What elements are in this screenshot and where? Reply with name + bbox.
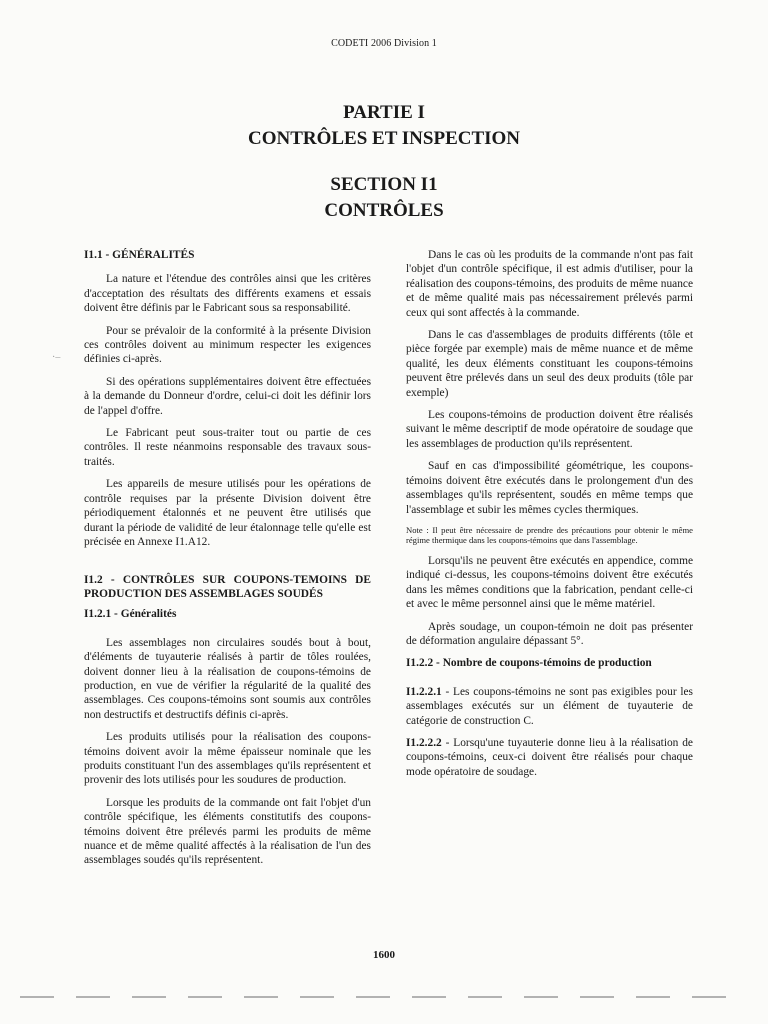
heading-generalites: I1.1 - GÉNÉRALITÉS (84, 249, 195, 261)
clause-number: I1.2.2.2 (406, 736, 442, 749)
left-column (84, 248, 371, 876)
paragraph: Sauf en cas d'impossibilité géométrique, les coupons-témoins doivent être exécutés dans le prolongement d'un des assemblages qu'ils représentent, soudés en même temps que l'assemblage et subir les mêmes cycles thermiques. (406, 460, 693, 516)
section-title: CONTRÔLES (324, 200, 444, 221)
paragraph: Dans le cas d'assemblages de produits différents (tôle et pièce forgée par exemple) mais de même nuance et de même qualité, les deux éléments constituant les coupons-témoins peuvent être prélevés dans un seul des deux produits (tôle par exemple) (406, 329, 693, 399)
paragraph: Dans le cas où les produits de la commande n'ont pas fait l'objet d'un contrôle spécifique, il est admis d'utiliser, pour la réalisation des coupons-témoins, des produits de même nuance et de même qualité mais pas nécessairement prélevés parmi ceux qui sont affectés à la commande. (406, 249, 693, 319)
subheading-generalites: I1.2.1 - Généralités (84, 608, 177, 621)
paragraph: Lorsque les produits de la commande ont fait l'objet d'un contrôle spécifique, les éléments constitutifs des coupons-témoins doivent être prélevés parmi les produits de même nuance et de même qualité affectés à la réalisation de l'un des assemblages soudés qu'ils représentent. (84, 796, 371, 867)
right-column (406, 248, 693, 787)
heading-coupons-temoins: I1.2 - CONTRÔLES SUR COUPONS-TEMOINS DE PRODUCTION DES ASSEMBLAGES SOUDÉS (84, 574, 371, 601)
note: Note : Il peut être nécessaire de prendre des précautions pour obtenir le même régime thermique dans les coupons-témoins que dans l'assemblage. (406, 524, 693, 546)
paragraph: La nature et l'étendue des contrôles ainsi que les critères d'acceptation des résultats des différents examens et essais doivent être définis par le Fabricant sous sa responsabilité. (84, 273, 371, 315)
part-label: PARTIE I (343, 102, 425, 123)
running-header: CODETI 2006 Division 1 (331, 38, 437, 49)
clause (406, 736, 693, 779)
clause-number: I1.2.2.1 (406, 685, 442, 698)
paragraph: Les assemblages non circulaires soudés bout à bout, d'éléments de tuyauterie réalisés à partir de tôles roulées, doivent donner lieu à la réalisation de coupons-témoins de production, en vue de vérifier la régularité de la qualité des assemblages. Ces coupons-témoins sont soumis aux contrôles non destructifs et destructifs définis ci-après. (84, 636, 371, 721)
clause-text: - Les coupons-témoins ne sont pas exigibles pour les assemblages exécutés sur un élément de tuyauterie de catégorie de construction C. (406, 685, 693, 727)
paragraph: Pour se prévaloir de la conformité à la présente Division ces contrôles doivent au minimum respecter les exigences définies ci-après. (84, 324, 371, 366)
scan-mark: ·– (52, 352, 61, 363)
paragraph: Les coupons-témoins de production doivent être réalisés suivant le même descriptif de mode opératoire de soudage que les assemblages de production qu'ils représentent. (406, 409, 693, 450)
paragraph: Le Fabricant peut sous-traiter tout ou partie de ces contrôles. Il reste néanmoins responsable des travaux sous-traités. (84, 427, 371, 468)
section-label: SECTION I1 (330, 174, 438, 195)
paragraph: Les appareils de mesure utilisés pour les opérations de contrôle requises par la présente Division doivent être périodiquement étalonnés et ne peuvent être utilisés que durant la période de validité de leur étalonnage telle qu'elle est précisée en Annexe I1.A12. (84, 478, 371, 548)
clause-text: - Lorsqu'une tuyauterie donne lieu à la réalisation de coupons-témoins, ceux-ci doivent être réalisés pour chaque mode opératoire de soudage. (406, 736, 693, 778)
paragraph: Après soudage, un coupon-témoin ne doit pas présenter de déformation angulaire dépassant 5°. (406, 620, 693, 647)
paragraph: Les produits utilisés pour la réalisation des coupons-témoins doivent avoir la même épaisseur nominale que les produits constituant l'un des assemblages qu'ils représentent et provenir des lots utilisés pour les soudures de production. (84, 731, 371, 787)
part-title: CONTRÔLES ET INSPECTION (247, 128, 521, 149)
scan-edge-line (20, 996, 748, 998)
title-block (0, 100, 768, 224)
page-number: 1600 (373, 949, 395, 961)
subheading-nombre-coupons: I1.2.2 - Nombre de coupons-témoins de production (406, 657, 652, 670)
paragraph: Si des opérations supplémentaires doivent être effectuées à la demande du Donneur d'ordre, celui-ci doit les définir lors de l'appel d'offre. (84, 375, 371, 417)
paragraph: Lorsqu'ils ne peuvent être exécutés en appendice, comme indiqué ci-dessus, les coupons-témoins doivent être exécutés dans les mêmes conditions que la fabrication, pendant celle-ci et avec le même personnel ainsi que le même matériel. (406, 554, 693, 611)
clause (406, 685, 693, 728)
